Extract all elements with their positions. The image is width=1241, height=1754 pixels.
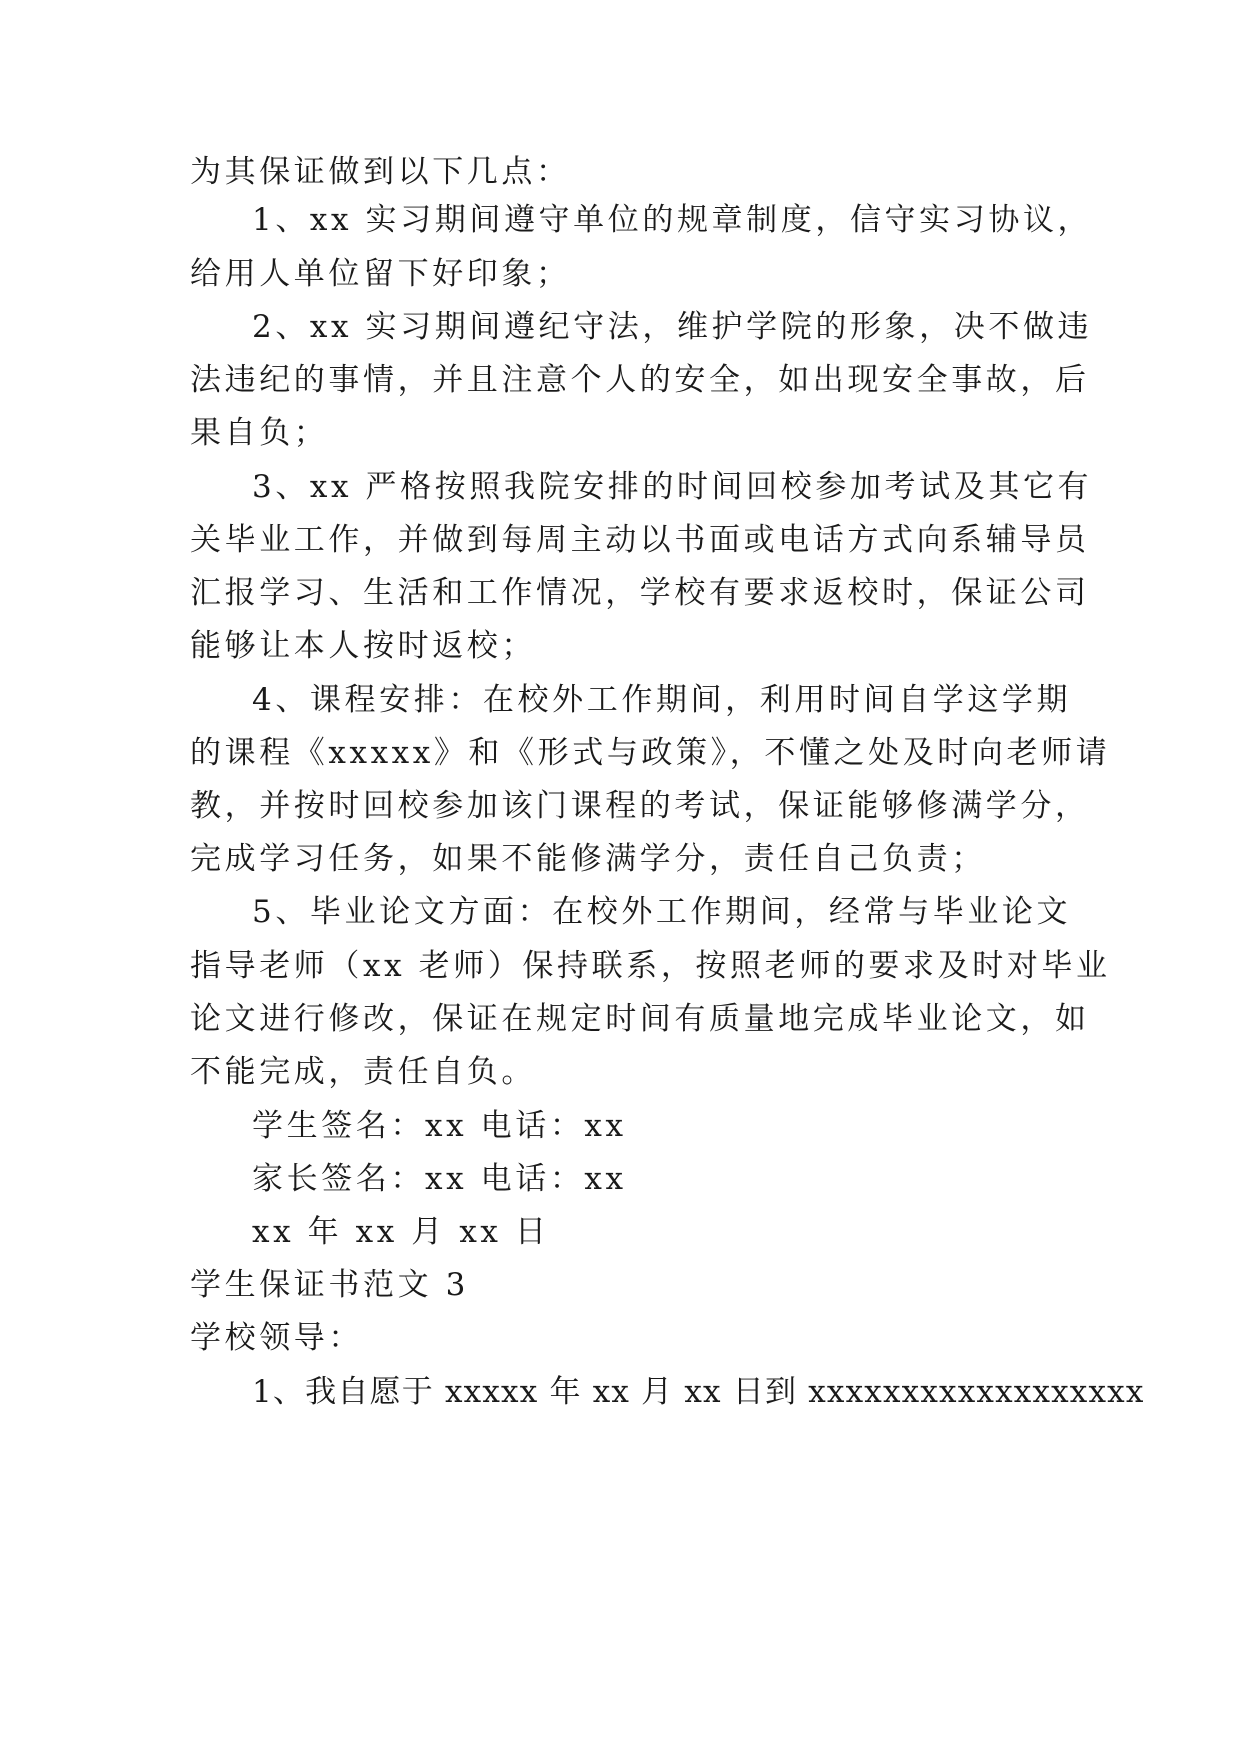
text-line: 的课程《xxxxx》和《形式与政策》，不懂之处及时向老师请 <box>190 735 1111 771</box>
text-line: 汇报学习、生活和工作情况，学校有要求返校时，保证公司 <box>190 575 1090 611</box>
date-line: xx 年 xx 月 xx 日 <box>252 1214 550 1250</box>
text-line: 5、毕业论文方面：在校外工作期间，经常与毕业论文 <box>252 894 1072 930</box>
salutation: 学校领导： <box>190 1320 363 1356</box>
text-line: 4、课程安排：在校外工作期间，利用时间自学这学期 <box>252 682 1072 718</box>
text-line: 指导老师（xx 老师）保持联系，按照老师的要求及时对毕业 <box>190 948 1111 984</box>
text-line: 论文进行修改，保证在规定时间有质量地完成毕业论文，如 <box>190 1001 1090 1037</box>
section-heading: 学生保证书范文 3 <box>190 1267 469 1303</box>
text-line: 法违纪的事情，并且注意个人的安全，如出现安全事故，后 <box>190 362 1090 398</box>
signature-line-parent: 家长签名：xx 电话：xx <box>252 1161 627 1197</box>
text-line: 给用人单位留下好印象； <box>190 256 571 292</box>
text-line: 3、xx 严格按照我院安排的时间回校参加考试及其它有 <box>252 469 1093 505</box>
text-line: 完成学习任务，如果不能修满学分，责任自己负责； <box>190 841 986 877</box>
text-line: 为其保证做到以下几点： <box>190 154 571 190</box>
text-line: 教，并按时回校参加该门课程的考试，保证能够修满学分， <box>190 788 1090 824</box>
text-line: 1、我自愿于 xxxxx 年 xx 月 xx 日到 xxxxxxxxxxxxxxxxxx <box>252 1374 1145 1410</box>
text-line: 不能完成，责任自负。 <box>190 1054 536 1090</box>
text-line: 关毕业工作，并做到每周主动以书面或电话方式向系辅导员 <box>190 522 1090 558</box>
signature-line-student: 学生签名：xx 电话：xx <box>252 1108 627 1144</box>
text-line: 能够让本人按时返校； <box>190 628 536 664</box>
text-line: 1、xx 实习期间遵守单位的规章制度，信守实习协议， <box>252 202 1093 238</box>
text-line: 果自负； <box>190 415 329 451</box>
text-line: 2、xx 实习期间遵纪守法，维护学院的形象，决不做违 <box>252 309 1093 345</box>
